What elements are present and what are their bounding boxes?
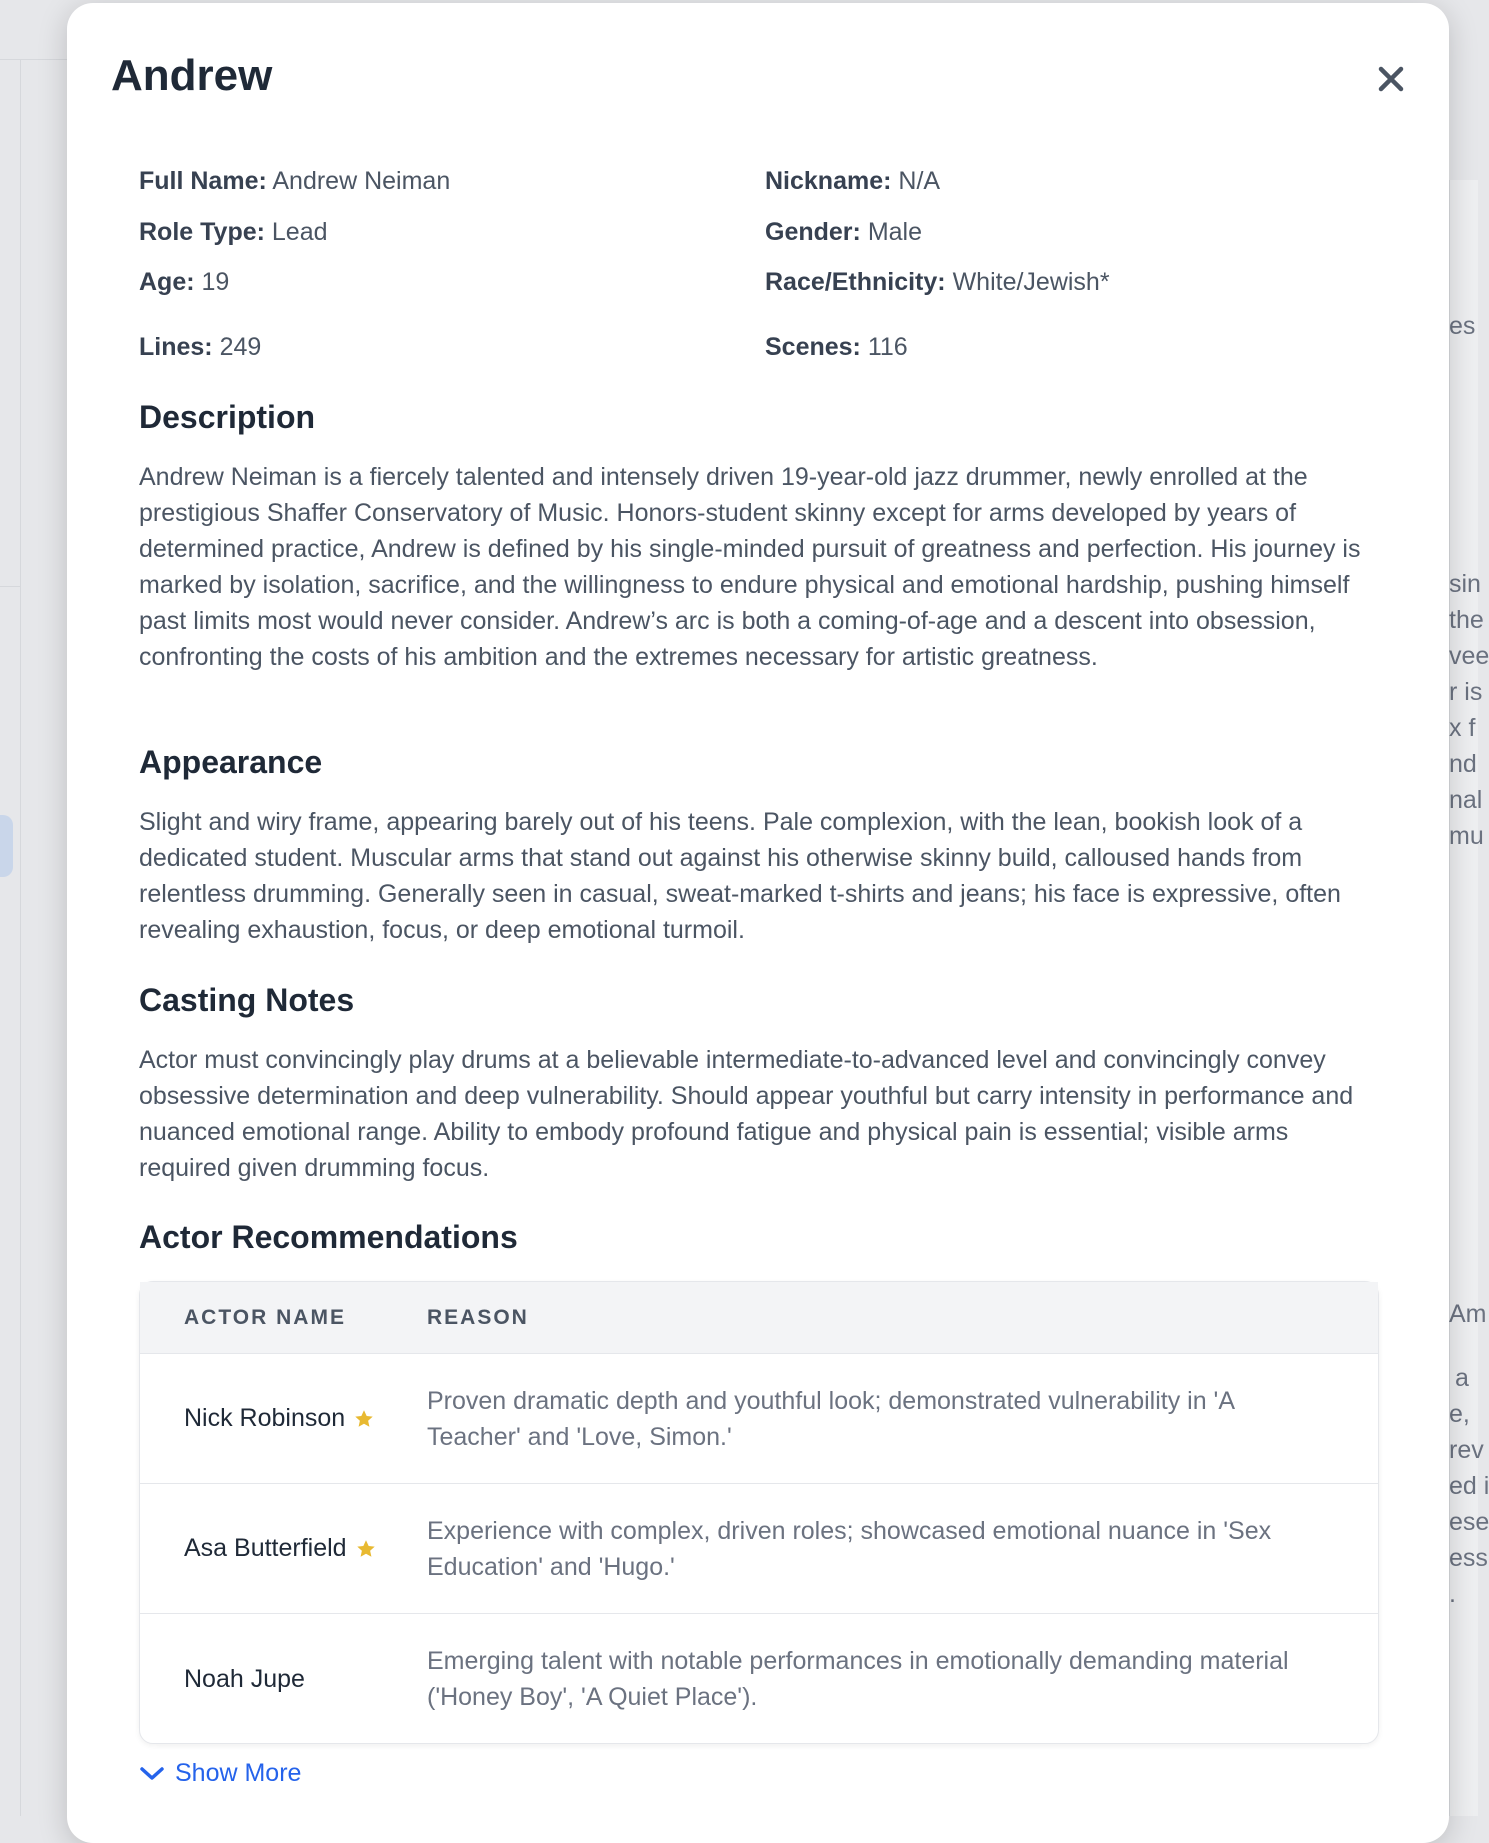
background-text: rev <box>1449 1436 1484 1464</box>
appearance-heading: Appearance <box>139 744 323 780</box>
age-field <box>139 268 229 297</box>
character-modal <box>67 3 1449 1843</box>
table-header <box>140 1282 1378 1354</box>
background-text: nd <box>1449 750 1477 778</box>
close-icon <box>1376 64 1406 94</box>
full-name-label: Full Name: <box>139 167 267 195</box>
reason-cell: Emerging talent with notable performances in emotionally demanding material ('Honey Boy', 'A Quiet Place'). <box>427 1647 1289 1711</box>
actor-name-cell <box>140 1404 427 1433</box>
background-text: ese <box>1449 1508 1489 1536</box>
lines-field <box>139 333 261 362</box>
role-type-field <box>139 218 328 247</box>
actor-name[interactable]: Noah Jupe <box>184 1664 305 1693</box>
appearance-text: Slight and wiry frame, appearing barely out of his teens. Pale complexion, with the lean, bookish look of a dedicated student. Muscular arms that stand out against his otherwise skinny build, calloused hands from relentless drumming. Generally seen in casual, sweat-marked t-shirts and jeans; his face is expressive, often revealing exhaustion, focus, or deep emotional turmoil. <box>139 808 1341 944</box>
nickname-value: N/A <box>898 167 941 195</box>
full-name-value: Andrew Neiman <box>272 167 451 195</box>
background-pill <box>0 815 13 877</box>
age-label: Age: <box>139 268 195 296</box>
scenes-label: Scenes: <box>765 333 861 361</box>
background-text: a <box>1455 1364 1469 1392</box>
background-text: sin <box>1449 570 1481 598</box>
background-text: . <box>1449 1580 1456 1608</box>
star-icon <box>355 1538 377 1560</box>
lines-label: Lines: <box>139 333 213 361</box>
chevron-down-icon <box>139 1764 165 1784</box>
show-more-label: Show More <box>175 1759 302 1787</box>
gender-value: Male <box>867 218 922 246</box>
casting-notes-text: Actor must convincingly play drums at a believable intermediate-to-advanced level and convincingly convey obsessive determination and deep vulnerability. Should appear youthful but carry intensity in performance and nuanced emotional range. Ability to embody profound fatigue and physical pain is essential; visible arms required given drumming focus. <box>139 1046 1354 1182</box>
gender-field <box>765 218 922 247</box>
background-text: vee <box>1449 642 1489 670</box>
background-text: x f <box>1449 714 1476 742</box>
actor-name[interactable]: Nick Robinson <box>184 1404 346 1432</box>
scenes-field <box>765 333 908 362</box>
casting-notes-heading: Casting Notes <box>139 982 355 1018</box>
recommendations-heading: Actor Recommendations <box>139 1219 518 1255</box>
actor-name-cell <box>140 1534 427 1563</box>
table-row <box>140 1614 1378 1744</box>
background-text: ess <box>1449 1544 1488 1572</box>
race-label: Race/Ethnicity: <box>765 268 946 296</box>
nickname-field <box>765 167 940 196</box>
column-header-actor-name: ACTOR NAME <box>184 1305 346 1329</box>
description-text: Andrew Neiman is a fiercely talented and intensely driven 19-year-old jazz drummer, newly enrolled at the prestigious Shaffer Conservatory of Music. Honors-student skinny except for arms developed by years of determined practice, Andrew is defined by his single-minded pursuit of greatness and perfection. His journey is marked by isolation, sacrifice, and the willingness to endure physical and emotional hardship, pushing himself past limits most would never consider. Andrew’s arc is both a coming-of-age and a descent into obsession, confronting the costs of his ambition and the extremes necessary for artistic greatness. <box>139 463 1361 671</box>
background-text: nal <box>1449 786 1483 814</box>
full-name-field <box>139 167 450 196</box>
column-header-reason: REASON <box>427 1305 529 1329</box>
star-icon <box>353 1408 375 1430</box>
background-text: mu <box>1449 822 1484 850</box>
description-heading: Description <box>139 399 316 435</box>
recommendations-table <box>139 1281 1379 1744</box>
gender-label: Gender: <box>765 218 861 246</box>
role-type-value: Lead <box>271 218 328 246</box>
background-text: Am <box>1449 1300 1487 1328</box>
background-text: es <box>1449 312 1476 340</box>
background-text: the <box>1449 606 1484 634</box>
background-text: ed i <box>1449 1472 1489 1500</box>
scenes-value: 116 <box>867 333 908 361</box>
race-field <box>765 268 1110 297</box>
show-more-button[interactable] <box>139 1759 301 1788</box>
actor-name-cell <box>140 1665 427 1694</box>
close-button[interactable] <box>1367 55 1415 103</box>
background-text: e, <box>1449 1400 1470 1428</box>
table-row <box>140 1484 1378 1614</box>
age-value: 19 <box>201 268 230 296</box>
role-type-label: Role Type: <box>139 218 265 246</box>
reason-cell: Proven dramatic depth and youthful look; demonstrated vulnerability in 'A Teacher' and 'Love, Simon.' <box>427 1386 1234 1451</box>
race-value: White/Jewish* <box>952 268 1110 296</box>
actor-name[interactable]: Asa Butterfield <box>184 1534 347 1562</box>
modal-title: Andrew <box>111 51 273 100</box>
nickname-label: Nickname: <box>765 167 892 195</box>
table-row <box>140 1354 1378 1484</box>
reason-cell: Experience with complex, driven roles; showcased emotional nuance in 'Sex Education' and 'Hugo.' <box>427 1516 1272 1581</box>
lines-value: 249 <box>219 333 262 361</box>
background-text: r is <box>1449 678 1483 706</box>
